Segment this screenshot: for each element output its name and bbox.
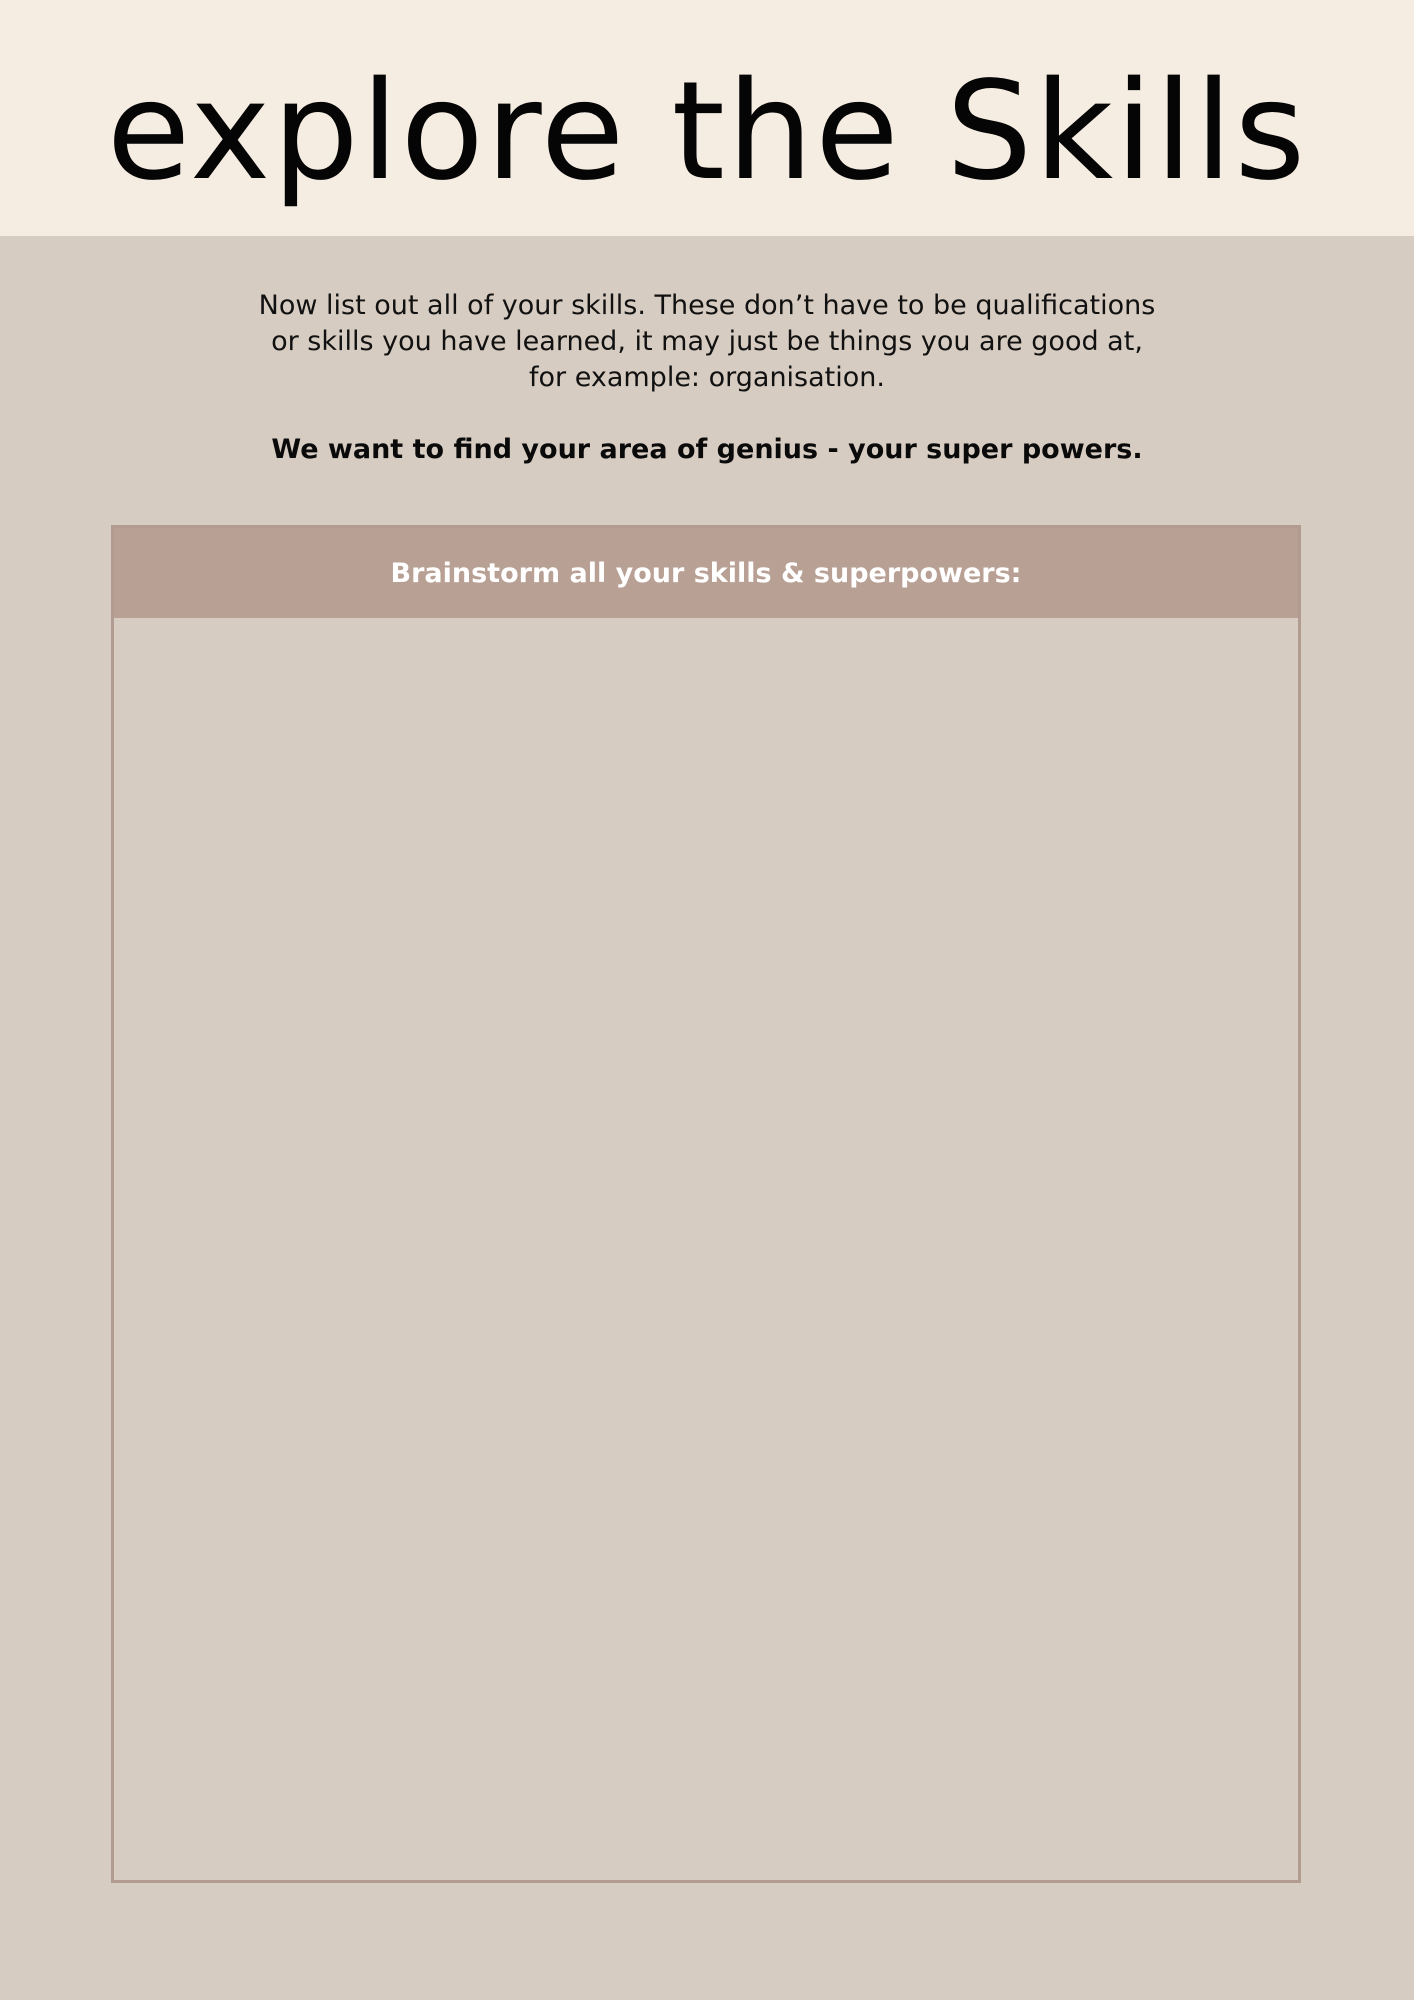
brainstorm-box	[111, 525, 1301, 1883]
page-title: explore the Skills	[106, 53, 1308, 211]
brainstorm-area	[114, 618, 1298, 1880]
intro-text: Now list out all of your skills. These don’t have to be qualifications or skills you have learned, it may just be things you are good at, for example: organisation.	[258, 290, 1156, 393]
emphasis-text: We want to find your area of genius - your super powers.	[271, 434, 1143, 465]
brainstorm-label: Brainstorm all your skills & superpowers:	[390, 557, 1022, 589]
brainstorm-input[interactable]	[114, 618, 1298, 1880]
brainstorm-header	[114, 528, 1298, 618]
